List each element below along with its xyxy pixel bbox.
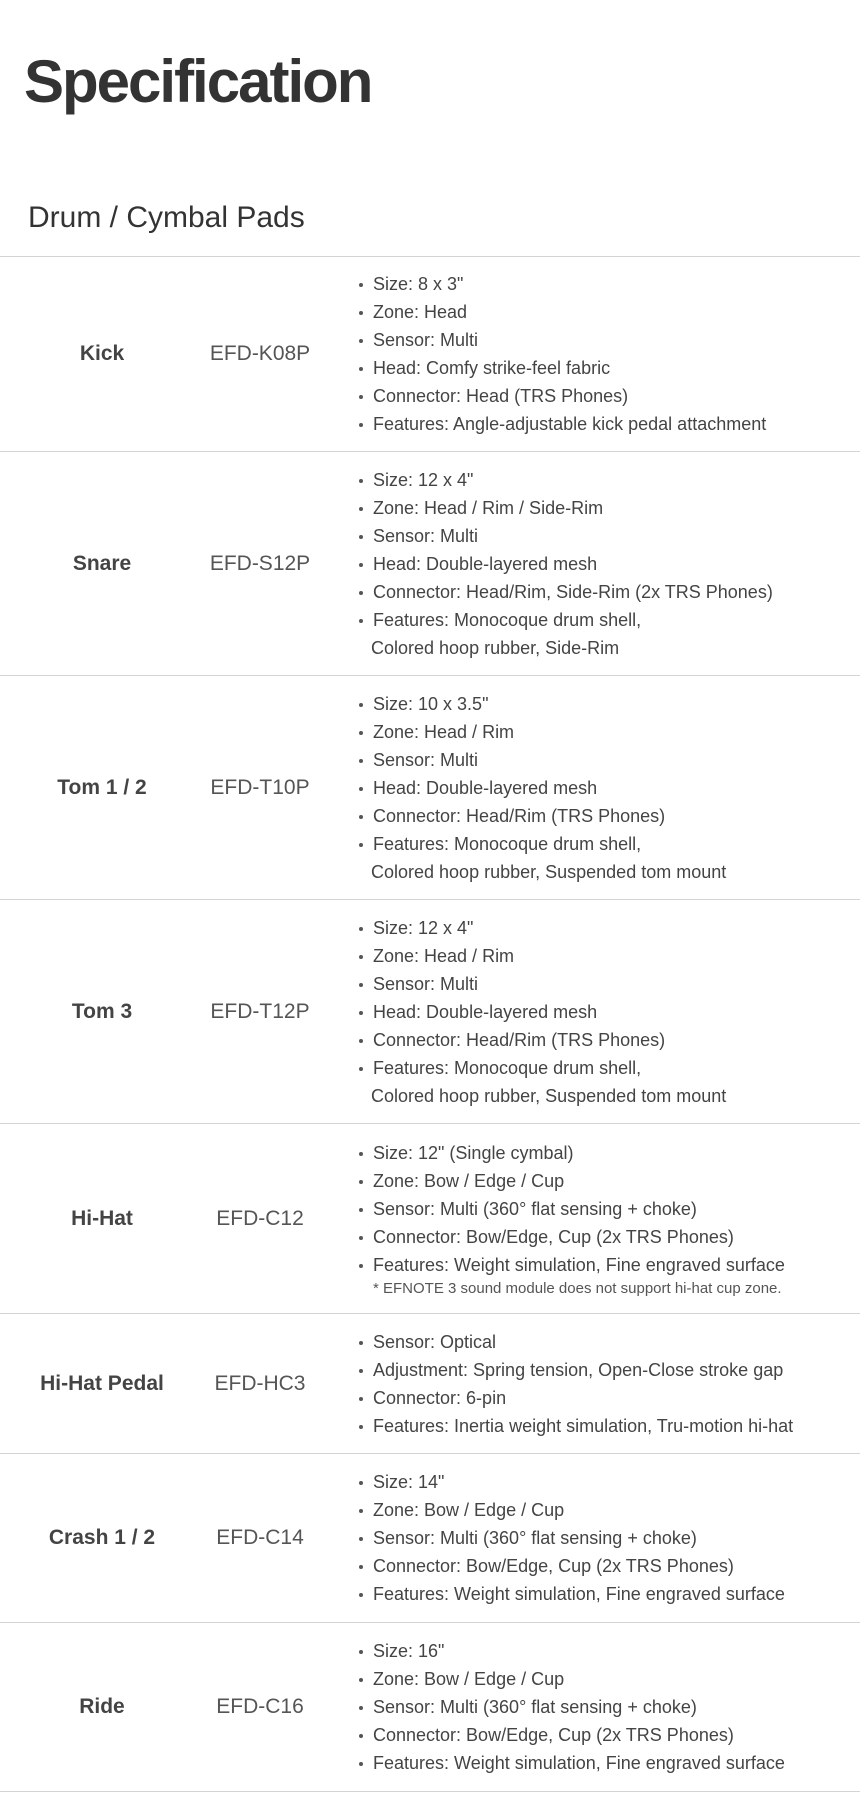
- model-number: EFD-C14: [216, 1526, 304, 1549]
- table-row: [0, 900, 860, 1124]
- spec-item: [358, 606, 860, 662]
- spec-item: Sensor: Multi: [358, 326, 860, 354]
- pad-name: Hi-Hat Pedal: [40, 1371, 164, 1395]
- spec-list: [358, 1637, 860, 1777]
- spec-item: [358, 1054, 860, 1110]
- model-number: EFD-C16: [216, 1695, 304, 1718]
- spec-item: Connector: Head/Rim (TRS Phones): [358, 802, 860, 830]
- spec-item: Size: 12 x 4": [358, 914, 860, 942]
- spec-cell: [316, 1637, 860, 1777]
- spec-item: Head: Comfy strike-feel fabric: [358, 354, 860, 382]
- spec-item: Connector: Head/Rim, Side-Rim (2x TRS Phones): [358, 578, 860, 606]
- spec-list: [358, 466, 860, 662]
- table-row: [0, 676, 860, 900]
- pad-name: Ride: [79, 1695, 125, 1718]
- spec-item: Connector: Head (TRS Phones): [358, 382, 860, 410]
- pad-name: Hi-Hat: [71, 1206, 133, 1230]
- spec-item: Zone: Bow / Edge / Cup: [358, 1665, 860, 1693]
- spec-item: Zone: Head / Rim: [358, 942, 860, 970]
- spec-item: Features: Weight simulation, Fine engraved surface: [358, 1580, 860, 1608]
- spec-item: Features: Weight simulation, Fine engraved surface: [358, 1749, 860, 1777]
- spec-item: Size: 14": [358, 1468, 860, 1496]
- spec-item: Sensor: Multi: [358, 746, 860, 774]
- pad-name: Crash 1 / 2: [48, 1526, 156, 1549]
- spec-item: Head: Double-layered mesh: [358, 774, 860, 802]
- spec-cell: [316, 1328, 860, 1440]
- spec-item: Zone: Bow / Edge / Cup: [358, 1496, 860, 1524]
- spec-table: [0, 256, 860, 1792]
- spec-item: Size: 16": [358, 1637, 860, 1665]
- spec-item-continuation: Colored hoop rubber, Suspended tom mount: [371, 861, 727, 882]
- spec-item: Size: 12 x 4": [358, 466, 860, 494]
- spec-item: Features: Inertia weight simulation, Tru-motion hi-hat: [358, 1412, 860, 1440]
- spec-list: [358, 914, 860, 1110]
- spec-item: Zone: Bow / Edge / Cup: [358, 1167, 860, 1195]
- spec-item: [358, 830, 860, 886]
- pad-name: Snare: [72, 551, 132, 575]
- spec-item: Features: Weight simulation, Fine engraved surface: [358, 1251, 860, 1279]
- spec-list: [358, 1468, 860, 1608]
- pad-name: Tom 3: [71, 999, 133, 1023]
- spec-cell: [316, 1468, 860, 1608]
- spec-item-text: Features: Monocoque drum shell,: [373, 833, 642, 854]
- spec-cell: [316, 914, 860, 1110]
- spec-item: Zone: Head / Rim / Side-Rim: [358, 494, 860, 522]
- spec-item: Features: Angle-adjustable kick pedal attachment: [358, 410, 860, 438]
- spec-item: Head: Double-layered mesh: [358, 550, 860, 578]
- spec-item: Zone: Head: [358, 298, 860, 326]
- model-number: EFD-S12P: [209, 551, 311, 575]
- model-number: EFD-T12P: [210, 999, 310, 1023]
- table-row: [0, 257, 860, 452]
- spec-item: Size: 8 x 3": [358, 270, 860, 298]
- spec-item: Size: 10 x 3.5": [358, 690, 860, 718]
- spec-item: Connector: Bow/Edge, Cup (2x TRS Phones): [358, 1721, 860, 1749]
- spec-item-text: Features: Monocoque drum shell,: [373, 609, 642, 630]
- spec-item: Connector: Bow/Edge, Cup (2x TRS Phones): [358, 1223, 860, 1251]
- table-row: [0, 1124, 860, 1314]
- table-row: [0, 1623, 860, 1792]
- spec-cell: [316, 270, 860, 438]
- spec-cell: [316, 466, 860, 662]
- spec-item: Sensor: Multi (360° flat sensing + choke): [358, 1195, 860, 1223]
- spec-footnote: * EFNOTE 3 sound module does not support hi-hat cup zone.: [373, 1279, 782, 1297]
- pad-name: Kick: [79, 342, 125, 365]
- spec-item: Zone: Head / Rim: [358, 718, 860, 746]
- table-row: [0, 1314, 860, 1454]
- spec-item-text: Features: Monocoque drum shell,: [373, 1057, 642, 1078]
- spec-item: Connector: Bow/Edge, Cup (2x TRS Phones): [358, 1552, 860, 1580]
- spec-item: Sensor: Multi (360° flat sensing + choke): [358, 1524, 860, 1552]
- spec-item-continuation: Colored hoop rubber, Suspended tom mount: [371, 1085, 727, 1106]
- spec-item: Size: 12" (Single cymbal): [358, 1139, 860, 1167]
- section-title: Drum / Cymbal Pads: [28, 201, 305, 234]
- table-row: [0, 1454, 860, 1623]
- table-row: [0, 452, 860, 676]
- spec-item: Sensor: Multi (360° flat sensing + choke): [358, 1693, 860, 1721]
- spec-item: Head: Double-layered mesh: [358, 998, 860, 1026]
- spec-cell: [316, 690, 860, 886]
- spec-item: Adjustment: Spring tension, Open-Close stroke gap: [358, 1356, 860, 1384]
- spec-item: Sensor: Multi: [358, 970, 860, 998]
- spec-list: [358, 690, 860, 886]
- spec-list: [358, 270, 860, 438]
- spec-item: Connector: 6-pin: [358, 1384, 860, 1412]
- spec-list: [358, 1139, 860, 1279]
- pad-name: Tom 1 / 2: [57, 775, 147, 799]
- spec-item: Sensor: Optical: [358, 1328, 860, 1356]
- spec-list: [358, 1328, 860, 1440]
- model-number: EFD-C12: [216, 1206, 304, 1230]
- spec-item: Sensor: Multi: [358, 522, 860, 550]
- page-title: Specification: [24, 48, 372, 115]
- spec-item-continuation: Colored hoop rubber, Side-Rim: [371, 637, 620, 658]
- model-number: EFD-HC3: [214, 1371, 306, 1395]
- spec-item: Connector: Head/Rim (TRS Phones): [358, 1026, 860, 1054]
- spec-cell: [316, 1139, 860, 1299]
- model-number: EFD-T10P: [210, 775, 310, 799]
- model-number: EFD-K08P: [209, 342, 311, 365]
